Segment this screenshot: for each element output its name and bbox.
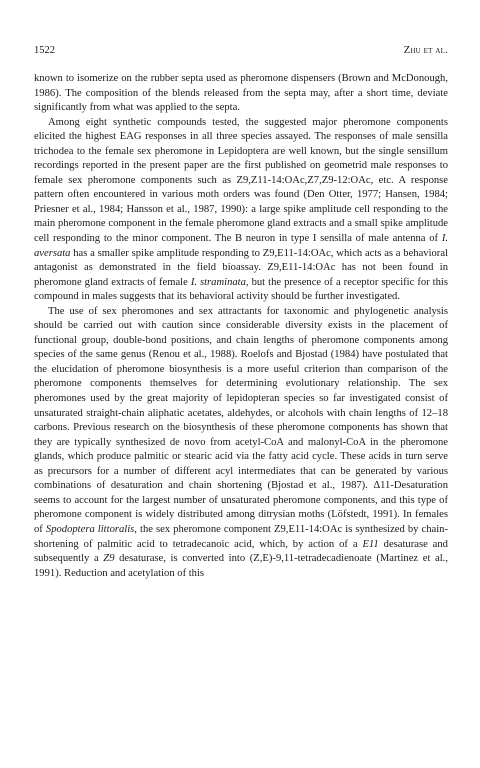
text-run: The use of sex pheromones and sex attractants for taxonomic and phylogenetic analysis should be carried out with caution since considerable diversity exists in the placement of functional group, double-bond positions, and chain lengths of pheromone components among species of the same genus (Renou et al., 1988). Roelofs and Bjostad (1984) have postulated that the elucidation of pheromone biosynthesis is a more useful criterion than comparison of the pheromone components themselves for determining evolutionary relationship. The sex pheromones used by the great majority of lepidopteran species so far investigated consist of unsaturated straight-chain aliphatic acetates, aldehydes, or alcohols with chain lengths of 12–18 carbons. Previous research on the biosynthesis of these pheromone components has shown that they are typically synthesized de novo from acetyl-CoA and malonyl-CoA in the pheromone glands, which produce palmitic or stearic acid via the fatty acid cycle. These acids in turn serve as precursors for a number of different acyl intermediates that can be generated by various combinations of desaturation and chain shortening (Bjostad et al., 1987). Δ11-Desaturation seems to account for the largest number of unsaturated pheromone components, and this type of pheromone component is widely distributed among ditrysian moths (Löfstedt, 1991). In females of [34,305,448,535]
text-run: known to isomerize on the rubber septa used as pheromone dispensers (Brown and McDonough, 1986). The composition of the blends released from the septa may, after a short time, deviate significantly from what was applied to the septa. [34,73,448,114]
species-name: I. straminata [190,276,246,288]
text-run: desaturase and subsequently a [34,538,448,565]
text-run: Among eight synthetic compounds tested, the suggested major pheromone components elicited the highest EAG responses in all three species assayed. The responses of male sensilla trichodea to the female sex pheromone in Lepidoptera are well known, but the single sensillum recordings reported in the present paper are the first published on geometrid male responses to female sex pheromone components such as Z9,Z11-14:OAc,Z7,Z9-12:OAc, etc. A response pattern often encountered in various moth orders was found (Den Otter, 1977; Hansen, 1984; Priesner et al., 1984; Hansson et al., 1987, 1990): a large spike amplitude cell responding to the main pheromone component in the female pheromone gland extracts and a small spike amplitude cell responding to the minor component. The B neuron in type I sensilla of male antenna of [34,116,448,245]
species-name: I. aversata [34,233,448,259]
body-text [34,72,448,581]
species-name: Spodoptera littoralis [45,523,135,535]
desaturase-label: Z9 [103,553,115,565]
text-run: , the sex pheromone component Z9,E11-14:OAc is synthesized by chain-shortening of palmitic acid to tetradecanoic acid, which, by action of a [34,523,448,550]
paragraph-phylogenetic-analysis [34,305,448,581]
text-run: desaturase, is converted into (Z,E)-9,11-tetradecadienoate (Martinez et al., 1991). Reduction and acetylation of this [34,553,448,579]
journal-page [34,44,448,581]
running-head [34,44,448,58]
paragraph-eag-responses [34,116,448,305]
page-number: 1522 [34,45,55,56]
text-run: , but the presence of a receptor specific for this compound in males suggests that its behavioral activity should be further investigated. [34,276,448,303]
desaturase-label: E11 [362,538,379,550]
running-author: Zhu et al. [403,45,448,56]
text-run: has a smaller spike amplitude responding to Z9,E11-14:OAc, which acts as a behavioral antagonist as demonstrated in the field bioassay. Z9,E11-14:OAc has not been found in pheromone gland extracts of female [34,247,448,288]
paragraph-isomerization [34,72,448,116]
